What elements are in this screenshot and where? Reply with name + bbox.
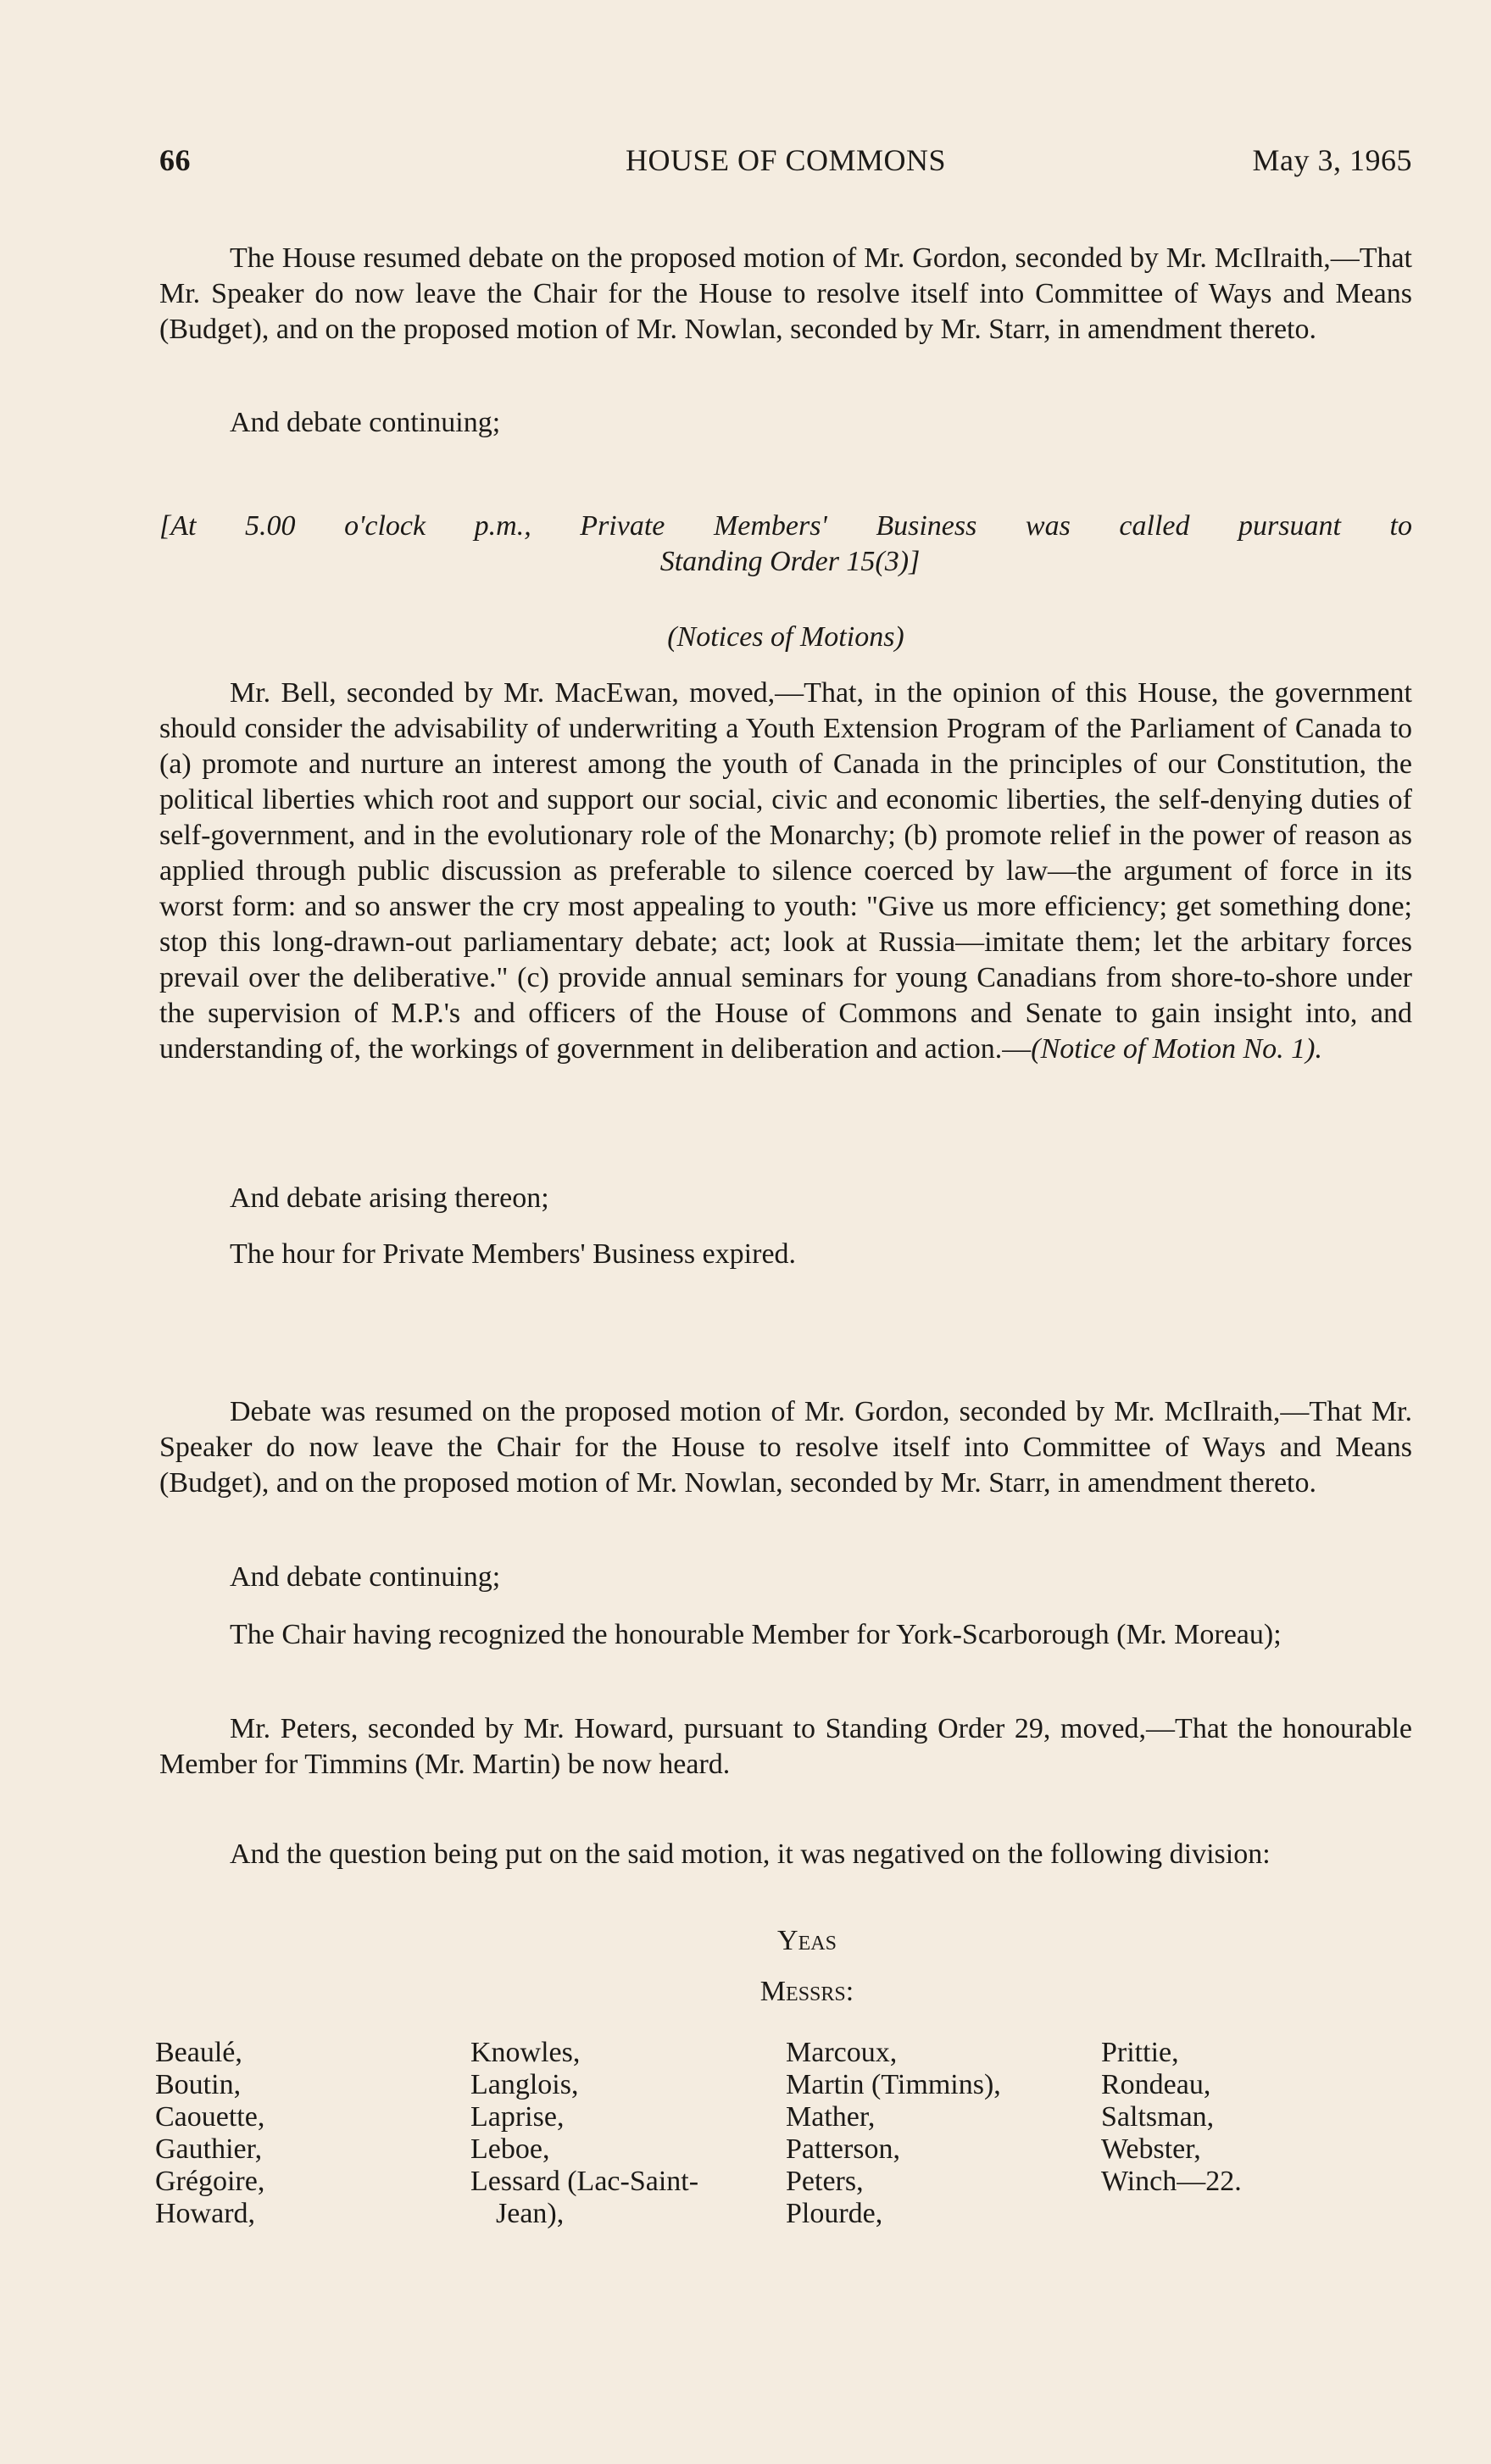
division-total: Winch—22. xyxy=(1101,2166,1242,2197)
names-column-3 xyxy=(786,2037,1101,2230)
member-name: Prittie, xyxy=(1101,2037,1179,2068)
member-name: Boutin, xyxy=(155,2069,242,2100)
running-head xyxy=(159,142,1412,180)
member-name: Laprise, xyxy=(470,2101,565,2133)
paragraph-debate-arising: And debate arising thereon; xyxy=(230,1182,549,1214)
member-name: Peters, xyxy=(786,2166,864,2197)
paragraph-debate-continuing: And debate continuing; xyxy=(230,407,501,438)
member-name: Webster, xyxy=(1101,2133,1201,2165)
member-name: Beaulé, xyxy=(155,2037,242,2068)
paragraph-bell-motion xyxy=(159,676,1412,1067)
member-name: Mather, xyxy=(786,2101,876,2133)
member-name: Howard, xyxy=(155,2198,256,2229)
page-content xyxy=(155,142,1412,2229)
messrs-heading: Messrs: xyxy=(759,1976,854,2007)
member-name: Gauthier, xyxy=(155,2133,263,2165)
paragraph-debate-resumed: Debate was resumed on the proposed motion of Mr. Gordon, seconded by Mr. McIlraith,—That Mr. Speaker do now leave the Chair for the House to resolve itself into Committee of Ways and Means (Budget), and on the proposed motion of Mr. Nowlan, seconded by Mr. Starr, in amendment thereto. xyxy=(159,1396,1412,1499)
paragraph-debate-continuing-2: And debate continuing; xyxy=(230,1561,501,1593)
notice-of-motion-reference: (Notice of Motion No. 1). xyxy=(1031,1033,1323,1065)
member-name-continuation: Jean), xyxy=(496,2198,565,2229)
member-name: Leboe, xyxy=(470,2133,550,2165)
member-name: Marcoux, xyxy=(786,2037,898,2068)
paragraph-peters-motion: Mr. Peters, seconded by Mr. Howard, pursuant to Standing Order 29, moved,—That the honourable Member for Timmins (Mr. Martin) be now heard. xyxy=(159,1713,1412,1780)
member-name: Langlois, xyxy=(470,2069,579,2100)
member-name: Knowles, xyxy=(470,2037,581,2068)
bell-motion-text: Mr. Bell, seconded by Mr. MacEwan, moved,—That, in the opinion of this House, the government should consider the advisability of underwriting a Youth Extension Program of the Parliament of Canada to (a) promote and nurture an interest among the youth of Canada in the principles of our Constitution, the political liberties which root and support our social, civic and economic liberties, the self-denying duties of self-government, and in the evolutionary role of the Monarchy; (b) promote relief in the power of reason as applied through public discussion as preferable to silence coerced by law—the argument of force in its worst form: and so answer the cry most appealing to youth: "Give us more efficiency; get something done; stop this long-drawn-out parliamentary debate; act; look at Russia—imitate them; let the arbitary forces prevail over the deliberative." (c) provide annual seminars for young Canadians from shore-to-shore under the supervision of M.P.'s and officers of the House of Commons and Senate to gain insight into, and understanding of, the workings of government in deliberation and action.— xyxy=(159,677,1412,1065)
member-name: Lessard (Lac-Saint- xyxy=(470,2166,699,2197)
paragraph-resumed-debate: The House resumed debate on the proposed motion of Mr. Gordon, seconded by Mr. McIlraith,—That Mr. Speaker do now leave the Chair for the House to resolve itself into Committee of Ways and Means (Budget), and on the proposed motion of Mr. Nowlan, seconded by Mr. Starr, in amendment thereto. xyxy=(159,242,1412,345)
member-name: Patterson, xyxy=(786,2133,901,2165)
private-members-notice-line2: Standing Order 15(3)] xyxy=(659,546,921,577)
page-number: 66 xyxy=(159,143,191,177)
member-name: Saltsman, xyxy=(1101,2101,1215,2133)
sitting-date: May 3, 1965 xyxy=(1252,143,1412,177)
paragraph-hour-expired: The hour for Private Members' Business expired. xyxy=(230,1238,797,1270)
member-name: Rondeau, xyxy=(1101,2069,1211,2100)
section-heading-notices: (Notices of Motions) xyxy=(667,621,904,653)
member-name: Grégoire, xyxy=(155,2166,265,2197)
member-name: Martin (Timmins), xyxy=(786,2069,1001,2100)
paragraph-chair-recognized: The Chair having recognized the honourable Member for York-Scarborough (Mr. Moreau); xyxy=(230,1619,1282,1650)
private-members-notice-line1: [At 5.00 o'clock p.m., Private Members' Business was called pursuant to xyxy=(159,510,1412,542)
journal-title: HOUSE OF COMMONS xyxy=(625,143,947,177)
names-column-4 xyxy=(1101,2037,1416,2230)
yeas-heading: Yeas xyxy=(777,1925,837,1956)
member-name: Caouette, xyxy=(155,2101,265,2133)
member-name: Plourde, xyxy=(786,2198,883,2229)
yeas-name-list xyxy=(155,2037,1427,2230)
paragraph-question-put: And the question being put on the said motion, it was negatived on the following division: xyxy=(230,1838,1271,1870)
names-column-1 xyxy=(155,2037,470,2230)
names-column-2 xyxy=(470,2037,786,2230)
